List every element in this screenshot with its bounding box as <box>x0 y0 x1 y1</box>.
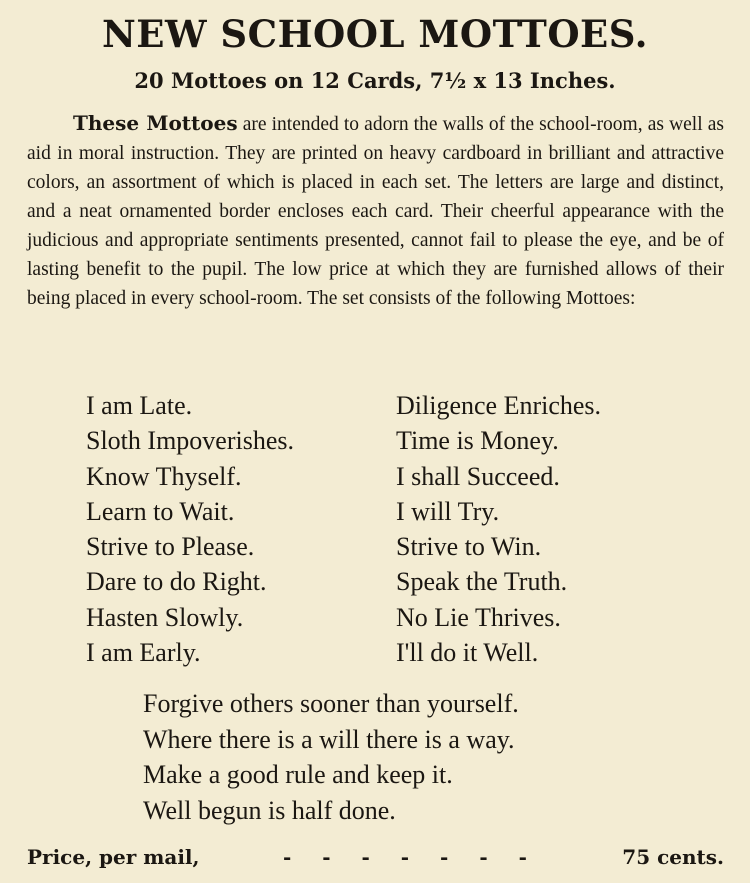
price-amount: 75 cents. <box>622 845 724 869</box>
motto-item: Learn to Wait. <box>86 496 235 526</box>
motto-item: Dare to do Right. <box>86 567 267 597</box>
intro-body: are intended to adorn the walls of the school-room, as well as aid in moral instruction. They are printed on heavy cardboard in brilliant and attractive colors, an assortment of which is placed in each set. The letters are large and distinct, and a neat ornamented border encloses each card. Their cheerful appearance with the judicious and appropriate sentiments presented, cannot fail to please the eye, and be of lasting benefit to the pupil. The low price at which they are furnished allows of their being placed in every school-room. The set consists of the following Mottoes: <box>27 114 724 309</box>
proverbs-list <box>143 686 519 828</box>
motto-item: I am Late. <box>86 391 193 420</box>
motto-item: Know Thyself. <box>86 461 242 491</box>
intro-paragraph <box>27 109 724 313</box>
motto-item: I'll do it Well. <box>396 638 539 668</box>
proverb-item: Make a good rule and keep it. <box>143 760 453 789</box>
price-leader-dots: - - - - - - - <box>283 845 527 869</box>
motto-item: Time is Money. <box>396 426 559 456</box>
proverb-item: Where there is a will there is a way. <box>143 724 515 754</box>
price-line <box>27 840 724 874</box>
motto-item: Diligence Enriches. <box>396 391 602 420</box>
mottoes-left-column <box>86 388 294 670</box>
page-subtitle: 20 Mottoes on 12 Cards, 7½ x 13 Inches. <box>134 68 616 93</box>
page-title: NEW SCHOOL MOTTOES. <box>101 12 649 56</box>
motto-item: Hasten Slowly. <box>86 602 244 632</box>
motto-item: I will Try. <box>396 496 500 526</box>
proverb-item: Forgive others sooner than yourself. <box>143 689 519 718</box>
motto-item: No Lie Thrives. <box>396 602 561 632</box>
price-label: Price, per mail, <box>27 845 200 869</box>
motto-item: I shall Succeed. <box>396 461 560 491</box>
motto-item: I am Early. <box>86 638 201 668</box>
motto-item: Strive to Win. <box>396 532 542 562</box>
motto-item: Strive to Please. <box>86 532 255 562</box>
proverb-item: Well begun is half done. <box>143 795 396 825</box>
motto-item: Sloth Impoverishes. <box>86 426 294 456</box>
motto-item: Speak the Truth. <box>396 567 568 597</box>
intro-lead: These Mottoes <box>73 111 238 135</box>
mottoes-right-column <box>396 388 601 670</box>
